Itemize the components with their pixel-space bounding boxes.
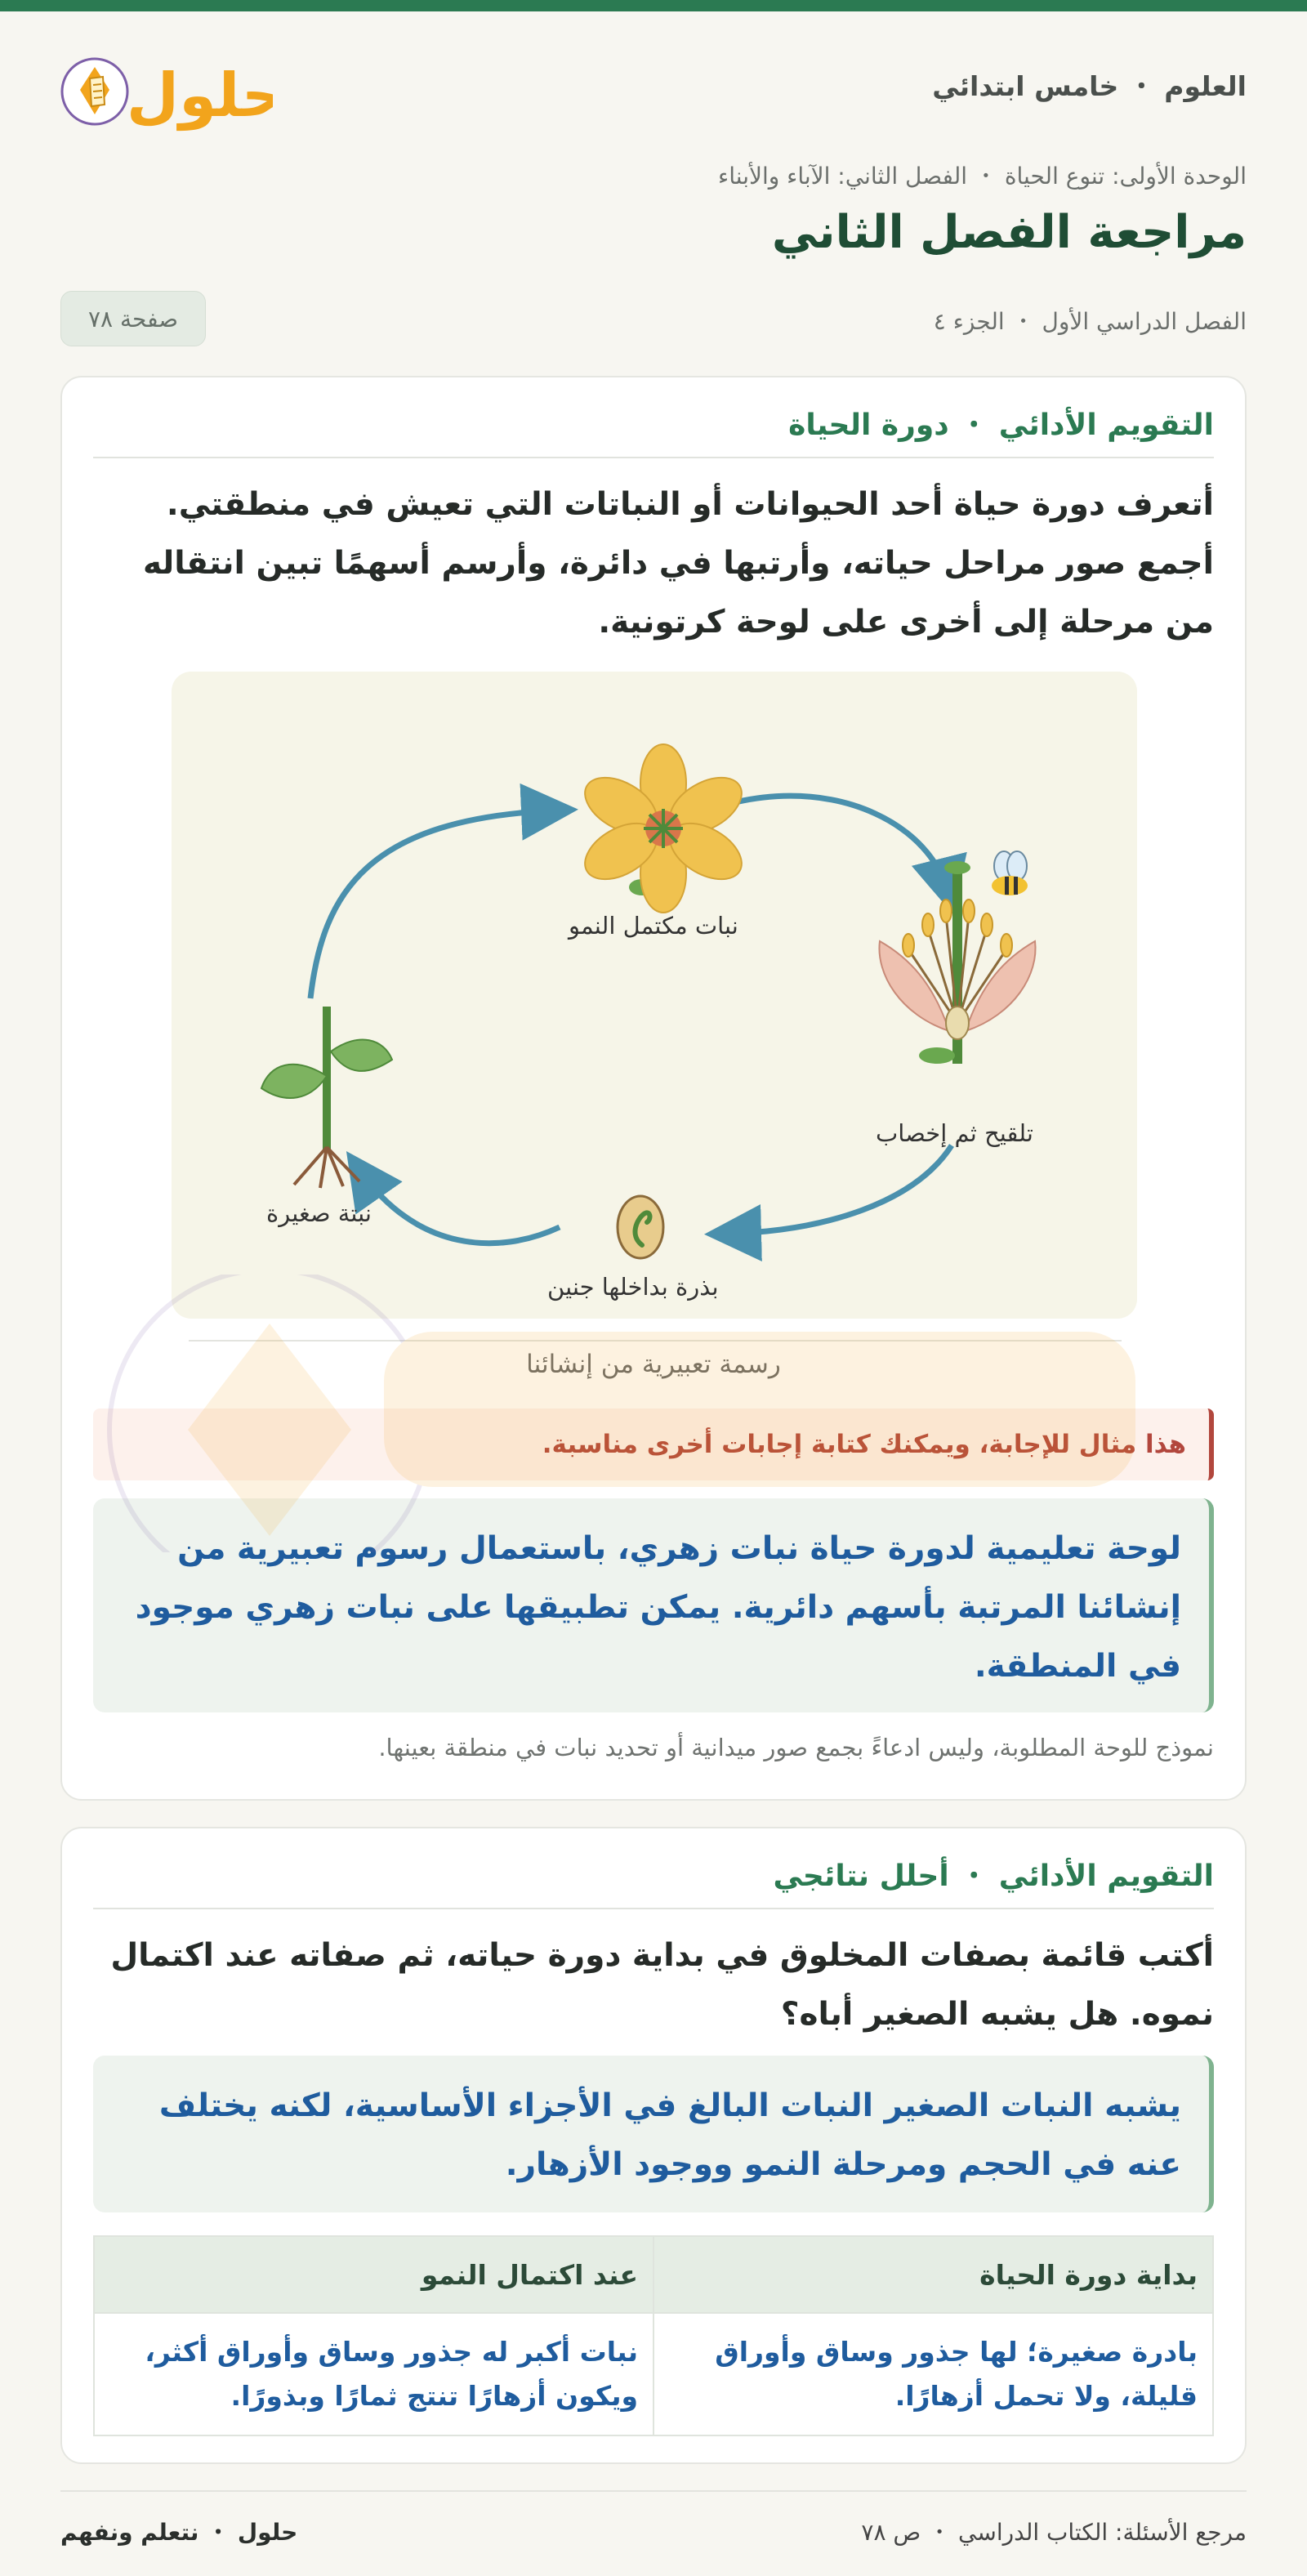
card-title: التقويم الأدائي ・ أحلل نتائجي [93, 1853, 1214, 1909]
seed-icon [618, 1196, 663, 1258]
top-accent-bar [0, 0, 1307, 11]
footer-divider [60, 2490, 1247, 2492]
page-number-badge: صفحة ٧٨ [60, 291, 206, 346]
term-label: الفصل الدراسي الأول ・ الجزء ٤ [933, 308, 1247, 335]
stage-label-seed: بذرة بداخلها جنين [547, 1273, 719, 1301]
table-header: عند اكتمال النمو [94, 2236, 654, 2313]
lifecycle-diagram [172, 672, 1137, 1319]
seedling-icon [261, 1007, 392, 1188]
page-header [60, 44, 1247, 142]
table-row [94, 2313, 1213, 2435]
comparison-table [93, 2235, 1214, 2436]
table-header: بداية دورة الحياة [654, 2236, 1213, 2313]
flower-icon [575, 744, 751, 913]
question-text: أتعرف دورة حياة أحد الحيوانات أو النباتات التي تعيش في منطقتي. أجمع صور مراحل حياته، وأرتبها في دائرة، وأرسم أسهمًا تبين انتقاله من مرحلة إلى أخرى على لوحة كرتونية. [142, 486, 1214, 641]
answer-box: لوحة تعليمية لدورة حياة نبات زهري، باستعمال رسوم تعبيرية من إنشائنا المرتبة بأسهم دائرية. يمكن تطبيقها على نبات زهري موجود في المنطقة. [93, 1498, 1214, 1712]
subject-label: العلوم ・ خامس ابتدائي [932, 70, 1247, 102]
card-title: التقويم الأدائي ・ دورة الحياة [93, 402, 1214, 458]
footer-reference: مرجع الأسئلة: الكتاب الدراسي ・ ص ٧٨ [861, 2519, 1247, 2546]
analysis-card [60, 1827, 1247, 2464]
caption-divider [189, 1340, 1122, 1342]
footer-brand: حلول ・ نتعلم ونفهم [60, 2519, 298, 2546]
stage-label-mature: نبات مكتمل النمو [569, 912, 738, 940]
stage-label-seedling: نبتة صغيرة [266, 1199, 372, 1227]
arrow-seed-to-seedling [359, 1170, 560, 1243]
example-note: هذا مثال للإجابة، ويمكنك كتابة إجابات أخرى مناسبة. [93, 1409, 1214, 1480]
arrow-seedling-to-mature [310, 810, 555, 998]
footnote: نموذج للوحة المطلوبة، وليس ادعاءً بجمع صور ميدانية أو تحديد نبات في منطقة بعينها. [378, 1734, 1214, 1761]
answer-box: يشبه النبات الصغير النبات البالغ في الأجزاء الأساسية، لكنه يختلف عنه في الحجم ومرحلة النمو ووجود الأزهار. [93, 2056, 1214, 2212]
stage-label-pollination: تلقيح ثم إخصاب [876, 1119, 1033, 1147]
logo-text: حلول [126, 60, 273, 131]
lifecycle-card [60, 376, 1247, 1801]
table-cell: بادرة صغيرة؛ لها جذور وساق وأوراق قليلة، ولا تحمل أزهارًا. [654, 2313, 1213, 2435]
breadcrumb: الوحدة الأولى: تنوع الحياة ・ الفصل الثاني: الآباء والأبناء [718, 163, 1247, 190]
hulul-logo[interactable] [60, 44, 273, 142]
table-cell: نبات أكبر له جذور وساق وأوراق أكثر، ويكون أزهارًا تنتج ثمارًا وبذورًا. [94, 2313, 654, 2435]
question-text: أكتب قائمة بصفات المخلوق في بداية دورة حياته، ثم صفاته عند اكتمال نموه. هل يشبه الصغير أباه؟ [110, 1937, 1214, 2033]
arrow-pollination-to-seed [727, 1145, 952, 1234]
page-title: مراجعة الفصل الثاني [771, 206, 1247, 259]
bee-icon [992, 851, 1028, 895]
arrow-mature-to-pollination [735, 796, 948, 892]
diagram-caption: رسمة تعبيرية من إنشائنا [526, 1350, 781, 1379]
